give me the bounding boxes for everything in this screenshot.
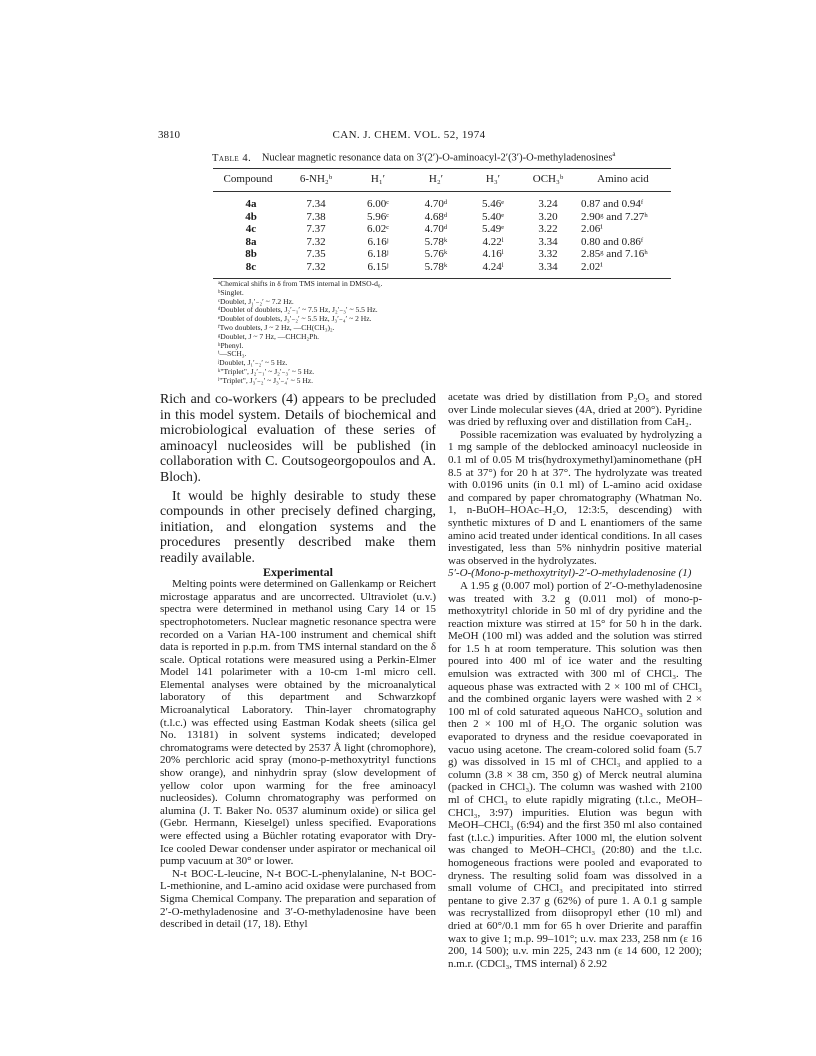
footnote: ˡ"Triplet", J₃′₋₂′ ~ J₃′₋₄′ ~ 5 Hz. <box>218 375 314 385</box>
table-cell: 2.02ⁱ <box>575 261 671 278</box>
table-cell: 5.78ᵏ <box>407 261 465 278</box>
table-cell: 4a <box>245 198 257 210</box>
col-header: H₃′ <box>465 169 521 192</box>
table-cell: 3.24 <box>538 198 558 210</box>
table-cell: 2.06ⁱ <box>581 223 603 236</box>
running-head: CAN. J. CHEM. VOL. 52, 1974 <box>332 129 486 141</box>
table-cell: 3.22 <box>538 223 558 236</box>
table-cell: 6.16ʲ <box>367 235 389 248</box>
table-footnotes <box>218 280 518 386</box>
col-header: Amino acid <box>575 169 671 192</box>
section-heading: Experimental <box>263 564 333 579</box>
footnote: ᵍDoublet, J ~ 7 Hz, —CHCH₂Ph. <box>218 331 320 341</box>
table-caption-text: Nuclear magnetic resonance data on 3′(2′)-O-aminoacyl-2′(3′)-O-methyladenosines <box>261 152 613 164</box>
table-cell: 5.46ᵉ <box>481 198 505 210</box>
table-cell: 4.68ᵈ <box>424 210 448 223</box>
col-header: Compound <box>213 169 283 192</box>
footnote: ʲDoublet, J₁′₋₂′ ~ 5 Hz. <box>218 358 288 368</box>
table-cell: 6.02ᶜ <box>366 223 390 236</box>
page-number: 3810 <box>158 129 180 141</box>
paragraph: Rich and co-workers (4) appears to be precluded in this model system. Details of biochemical and microbiological evaluation of these series of aminoacyl nucleosides will be published (in collaboration with C. Coutsogeorgopoulos and A. Bloch). <box>160 391 436 484</box>
footnote: ᶠTwo doublets, J ~ 2 Hz, —CH(CH₃)₂. <box>218 322 335 332</box>
table-cell: 7.37 <box>306 223 326 236</box>
table-row <box>213 236 671 249</box>
table-cell: 4.16ˡ <box>482 248 504 261</box>
right-column <box>448 391 702 970</box>
table-cell: 8b <box>245 248 257 261</box>
paragraph: Melting points were determined on Gallenkamp or Reichert microstage apparatus and are uncorrected. Ultraviolet (u.v.) spectra were determined in methanol using Cary 14 or 15 spectrophotometers. Nuclear magnetic resonance spectra were recorded on a Varian HA-100 instrument and chemical shift data is reported in p.p.m. from TMS internal standard on the δ scale. Optical rotations were measured using a Perkin-Elmer Model 141 polarimeter with a 10-cm 1-ml micro cell. Elemental analyses were obtained by the microanalytical laboratory of this department and Schwarzkopf Microanalytical Laboratory. Thin-layer chromatography (t.l.c.) was effected using Eastman Kodak sheets (silica gel No. 13181) in solvent systems indicated; developed chromatograms were detected by 2537 Å light (chromophore), 20% perchloric acid spray (mono-p-methoxytrityl functions show orange), and ninhydrin spray (slow development of yellow color upon warming for the free aminoacyl nucleosides). Column chromatography was performed on alumina (J. T. Baker No. 0537 aluminum oxide) or silica gel (Gebr. Hermann, Kieselgel) unless specified. Evaporations were effected using a Büchler rotating evaporator with Dry-Ice cooled Dewar condenser under aspirator or mechanical oil pump vacuum at 30° or lower. <box>160 578 436 868</box>
table-caption-mark: a <box>612 150 616 158</box>
footnote: ᵈDoublet of doublets, J₂′₋₁′ ~ 7.5 Hz, J₂′₋₃′ ~ 5.5 Hz. <box>218 305 378 315</box>
subsection-heading: 5′-O-(Mono-p-methoxytrityl)-2′-O-methyladenosine (1) <box>448 567 692 580</box>
table-caption <box>212 150 672 164</box>
table-cell: 3.32 <box>538 248 558 261</box>
footnote: ᵉDoublet of doublets, J₃′₋₂′ ~ 5.5 Hz, J₃′₋₄′ ~ 2 Hz. <box>218 314 372 324</box>
table-cell: 4b <box>245 210 257 223</box>
table-cell: 3.34 <box>521 261 575 278</box>
table-cell: 4.24ˡ <box>465 261 521 278</box>
table-cell: 5.96ᶜ <box>366 210 390 223</box>
table-cell: 2.85ᵍ and 7.16ʰ <box>581 248 648 261</box>
table-cell: 4.22ˡ <box>482 235 504 248</box>
table-cell: 4c <box>245 223 257 236</box>
table-cell: 6.15ʲ <box>349 261 407 278</box>
table-cell: 7.35 <box>306 248 326 261</box>
table-cell: 6.18ʲ <box>367 248 389 261</box>
table-cell: 0.80 and 0.86ᶠ <box>581 235 644 248</box>
footnote: ⁱ—SCH₃. <box>218 349 247 359</box>
table-cell: 7.34 <box>306 198 326 210</box>
footnote: ᵃChemical shifts in δ from TMS internal in DMSO-d₆. <box>218 279 383 288</box>
table-cell: 7.32 <box>306 235 326 248</box>
col-header: H₁′ <box>349 169 407 192</box>
footnote: ʰPhenyl. <box>218 340 244 350</box>
table-row <box>213 223 671 236</box>
table-cell: 8a <box>245 235 257 248</box>
table-label: Table 4. <box>212 152 252 164</box>
table-header-row <box>213 169 671 192</box>
col-header: 6-NH₂ᵇ <box>283 169 349 192</box>
paragraph: It would be highly desirable to study these compounds in other precisely defined charging, initiation, and elongation systems and the procedures presently described make them readily available. <box>160 487 436 565</box>
table-cell: 5.40ᵉ <box>481 210 505 223</box>
table-cell: 3.20 <box>538 210 558 223</box>
table-cell: 8c <box>213 261 283 278</box>
paragraph: acetate was dried by distillation from P₂O₅ and stored over Linde molecular sieves (4A, dried at 200°). Pyridine was dried by refluxing over and distillation from CaH₂. <box>448 391 702 429</box>
paragraph: Possible racemization was evaluated by hydrolyzing a 1 mg sample of the deblocked aminoacyl nucleoside in 0.1 ml of 0.05 M tris(hydroxymethyl)aminomethane (pH 8.5 at 37°) for 20 h at 37°. The hydrolyzate was treated with 0.0196 units (in 0.1 ml) of L-amino acid oxidase and compared by paper chromatography (Whatman No. 1, n-BuOH–HOAc–H₂O, 12:3:5, descending) with synthetic mixtures of D and L enantiomers of the same amino acid treated under identical conditions. In all cases investigated, less than 5% ninhydrin positive material was observed in the hydrolyzates. <box>448 428 702 567</box>
paragraph: A 1.95 g (0.007 mol) portion of 2′-O-methyladenosine was treated with 3.2 g (0.011 mol) of mono-p-methoxytrityl chloride in 50 ml of dry pyridine and the reaction mixture was stirred at 15° for 50 h in the dark. MeOH (100 ml) was added and the solution was stirred for 1.5 h at room temperature. This solution was then poured into 400 ml of ice water and the resulting emulsion was extracted with 300 ml of CHCl₃. The aqueous phase was extracted with 2 × 100 ml of CHCl₃ and the combined organic layers were washed with 2 × 100 ml of cold saturated aqueous NaHCO₃ solution and then 2 × 100 ml of H₂O. The organic solution was evaporated to dryness and the residue coevaporated in vacuo using acetone. The cream-colored solid foam (5.7 g) was dissolved in 15 ml of CHCl₃ and applied to a column (3.8 × 38 cm, 350 g) of Merck neutral alumina (packed in CHCl₃). The column was washed with 2100 ml of CHCl₃ to elute rapidly migrating (t.l.c., MeOH–CHCl₃, 3:97) impurities. Elution was begun with MeOH–CHCl₃ (6:94) and the first 350 ml also contained fast (t.l.c.) impurities. After 1000 ml, the elution solvent was changed to MeOH–CHCl₃ (20:80) and the t.l.c. homogeneous fractions were pooled and evaporated to dryness. The resulting solid foam was dissolved in a small volume of CHCl₃ and precipitated into stirred pentane to give 2.37 g (62%) of pure 1. A 0.1 g sample was recrystallized from diisopropyl ether (10 ml) and dried at 60°/0.1 mm for 65 h over Drierite and paraffin wax to give 1; m.p. 99–101°; u.v. max 233, 258 nm (ε 16 200, 14 500); u.v. min 225, 243 nm (ε 14 600, 12 200); n.m.r. (CDCl₃, TMS internal) δ 2.92 <box>448 579 702 970</box>
col-header: OCH₃ᵇ <box>521 169 575 192</box>
table-row <box>213 192 671 211</box>
table-cell: 7.32 <box>283 261 349 278</box>
table-cell: 5.78ᵏ <box>424 235 448 248</box>
table-cell: 6.00ᶜ <box>366 198 390 210</box>
nmr-table <box>213 168 671 279</box>
table-row <box>213 211 671 224</box>
table-cell: 0.87 and 0.94ᶠ <box>581 198 644 210</box>
table-cell: 4.70ᵈ <box>424 198 448 210</box>
table-row <box>213 261 671 278</box>
table-cell: 5.49ᵉ <box>481 223 505 236</box>
table-row <box>213 248 671 261</box>
paragraph: N-t BOC-L-leucine, N-t BOC-L-phenylalanine, N-t BOC-L-methionine, and L-amino acid oxidase were purchased from Sigma Chemical Company. The preparation and separation of 2′-O-methyladenosine and 3′-O-methyladenosine have been described in detail (17, 18). Ethyl <box>160 867 436 931</box>
table-cell: 2.90ᵍ and 7.27ʰ <box>581 210 648 223</box>
footnote: ᶜDoublet, J₁′₋₂′ ~ 7.2 Hz. <box>218 296 294 306</box>
table-cell: 5.76ᵏ <box>424 248 448 261</box>
col-header: H₂′ <box>407 169 465 192</box>
table-cell: 3.34 <box>538 235 558 248</box>
footnote: ᵏ"Triplet", J₂′₋₁′ ~ J₂′₋₃′ ~ 5 Hz. <box>218 366 315 376</box>
table-cell: 4.70ᵈ <box>424 223 448 236</box>
footnote: ᵇSinglet. <box>218 287 244 297</box>
left-column <box>160 391 436 931</box>
table-cell: 7.38 <box>306 210 326 223</box>
